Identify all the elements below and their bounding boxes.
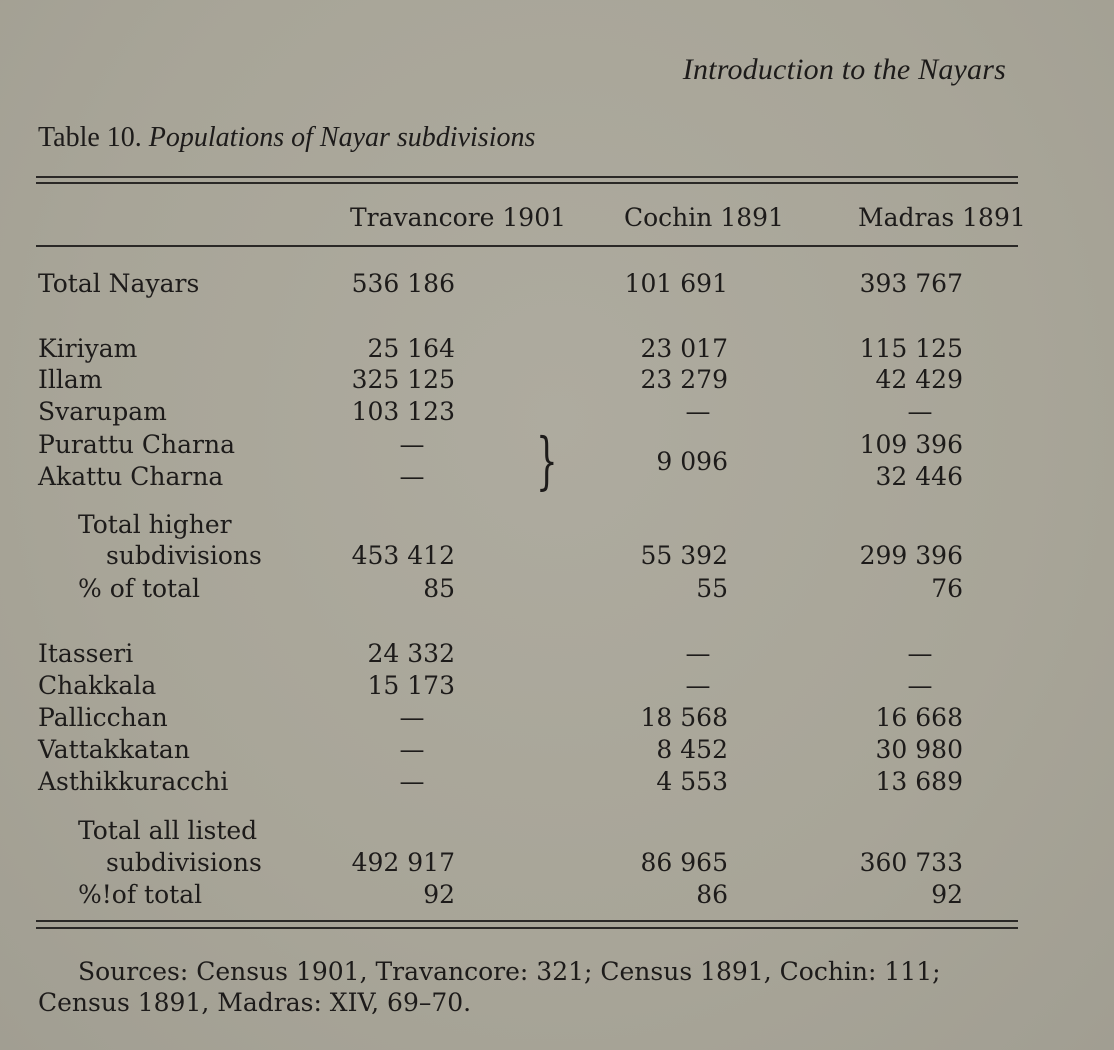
row-label-kiriyam: Kiriyam [38,334,138,363]
table-caption [38,122,535,154]
row-label-itasseri: Itasseri [38,639,134,668]
cell-total-nayars-madras: 393 767 [859,269,963,298]
cell-vattakkatan-travancore: — [399,735,425,764]
row-label-total-higher-line2: subdivisions [106,541,262,570]
cell-vattakkatan-cochin: 8 452 [656,735,728,764]
cell-pallicchan-cochin: 18 568 [640,703,728,732]
sources-line-1: Sources: Census 1901, Travancore: 321; Census 1891, Cochin: 111; [78,957,941,986]
bottom-rule-1 [36,920,1018,922]
cell-asthikkuracchi-cochin: 4 553 [656,767,728,796]
row-label-pct-all: %!of total [78,880,203,909]
cell-purattu-charna-travancore: — [399,430,425,459]
row-label-svarupam: Svarupam [38,397,167,426]
row-label-total-higher-line1: Total higher [78,510,232,539]
row-label-total-all-line2: subdivisions [106,848,262,877]
row-label-pct-higher: % of total [78,574,200,603]
row-label-illam: Illam [38,365,103,394]
cell-itasseri-madras: — [907,639,933,668]
column-header-madras: Madras 1891 [858,203,1026,232]
row-label-total-nayars: Total Nayars [38,269,200,298]
cell-svarupam-travancore: 103 123 [351,397,455,426]
cell-charna-combined-cochin: 9 096 [656,447,728,476]
cell-total-higher-madras: 299 396 [859,541,963,570]
row-label-purattu-charna: Purattu Charna [38,430,236,459]
table-number: Table 10. [38,122,142,153]
cell-asthikkuracchi-madras: 13 689 [875,767,963,796]
cell-itasseri-travancore: 24 332 [367,639,455,668]
running-head: Introduction to the Nayars [682,53,1006,86]
cell-illam-travancore: 325 125 [351,365,455,394]
cell-total-nayars-cochin: 101 691 [624,269,728,298]
sources-note [38,956,1038,1018]
row-label-total-all-line1: Total all listed [78,816,258,845]
header-rule [36,245,1018,247]
cell-pct-all-cochin: 86 [696,880,728,909]
cell-kiriyam-madras: 115 125 [859,334,963,363]
row-label-chakkala: Chakkala [38,671,157,700]
cell-total-nayars-travancore: 536 186 [351,269,455,298]
cell-pallicchan-travancore: — [399,703,425,732]
column-header-cochin: Cochin 1891 [624,203,784,232]
cell-chakkala-cochin: — [685,671,711,700]
cell-itasseri-cochin: — [685,639,711,668]
cell-pallicchan-madras: 16 668 [875,703,963,732]
cell-kiriyam-travancore: 25 164 [367,334,455,363]
cell-kiriyam-cochin: 23 017 [640,334,728,363]
cell-akattu-charna-travancore: — [399,462,425,491]
cell-purattu-charna-madras: 109 396 [859,430,963,459]
cell-asthikkuracchi-travancore: — [399,767,425,796]
cell-svarupam-madras: — [907,397,933,426]
cell-total-higher-cochin: 55 392 [640,541,728,570]
cell-total-all-cochin: 86 965 [640,848,728,877]
top-rule-2 [36,182,1018,184]
cell-svarupam-cochin: — [685,397,711,426]
bottom-rule-2 [36,927,1018,929]
column-header-travancore: Travancore 1901 [350,203,567,232]
cell-pct-higher-madras: 76 [931,574,963,603]
row-label-asthikkuracchi: Asthikkuracchi [38,767,229,796]
cell-total-all-madras: 360 733 [859,848,963,877]
cell-chakkala-madras: — [907,671,933,700]
cell-total-higher-travancore: 453 412 [351,541,455,570]
cell-akattu-charna-madras: 32 446 [875,462,963,491]
cell-total-all-travancore: 492 917 [351,848,455,877]
table-title: Populations of Nayar subdivisions [148,122,536,153]
grouping-brace: } [536,424,558,497]
cell-chakkala-travancore: 15 173 [367,671,455,700]
cell-illam-madras: 42 429 [875,365,963,394]
cell-pct-all-madras: 92 [931,880,963,909]
row-label-pallicchan: Pallicchan [38,703,168,732]
cell-pct-higher-cochin: 55 [696,574,728,603]
cell-illam-cochin: 23 279 [640,365,728,394]
cell-pct-higher-travancore: 85 [423,574,455,603]
cell-pct-all-travancore: 92 [423,880,455,909]
top-rule-1 [36,176,1018,178]
cell-vattakkatan-madras: 30 980 [875,735,963,764]
row-label-akattu-charna: Akattu Charna [38,462,224,491]
row-label-vattakkatan: Vattakkatan [38,735,190,764]
sources-line-2: Census 1891, Madras: XIV, 69–70. [38,988,472,1017]
